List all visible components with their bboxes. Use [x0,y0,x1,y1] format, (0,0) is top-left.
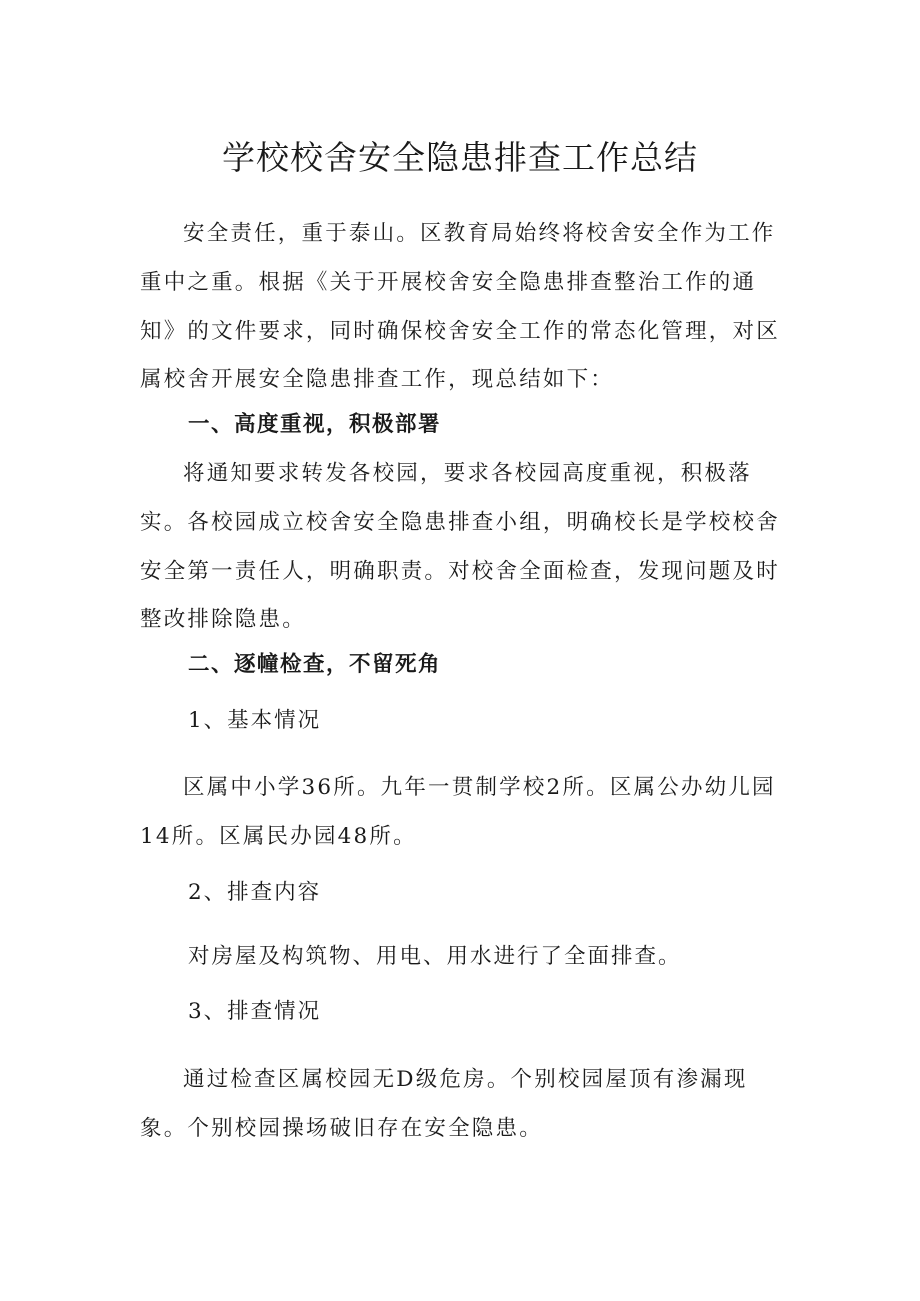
section2-heading: 二、逐幢检查，不留死角 [188,652,442,677]
subsection3-text: 通过检查区属校园无D级危房。个别校园屋顶有渗漏现象。个别校园操场破旧存在安全隐患。 [140,1067,748,1141]
subsection1-label: 1、基本情况 [188,708,322,733]
subsection2-label: 2、排查内容 [188,880,322,905]
intro-paragraph: 安全责任，重于泰山。区教育局始终将校舍安全作为工作重中之重。根据《关于开展校舍安全隐患排查整治工作的通知》的文件要求，同时确保校舍安全工作的常态化管理，对区属校舍开展安全隐患排查工作，现总结如下： [140,221,780,393]
section1-block [140,450,792,645]
subsection1-text: 区属中小学36所。九年一贯制学校2所。区属公办幼儿园14所。区属民办园48所。 [140,775,776,849]
section1-paragraph: 将通知要求转发各校园，要求各校园高度重视，积极落实。各校园成立校舍安全隐患排查小组，明确校长是学校校舍安全第一责任人，明确职责。对校舍全面检查，发现问题及时整改排除隐患。 [140,461,780,633]
section1-heading: 一、高度重视，积极部署 [188,412,442,437]
intro-block [140,210,792,405]
subsection2-text: 对房屋及构筑物、用电、用水进行了全面排查。 [188,944,682,969]
subsection3-label: 3、排查情况 [188,999,322,1024]
document-title: 学校校舍安全隐患排查工作总结 [222,138,698,177]
subsection1-block [140,764,792,862]
subsection3-block [140,1056,792,1154]
